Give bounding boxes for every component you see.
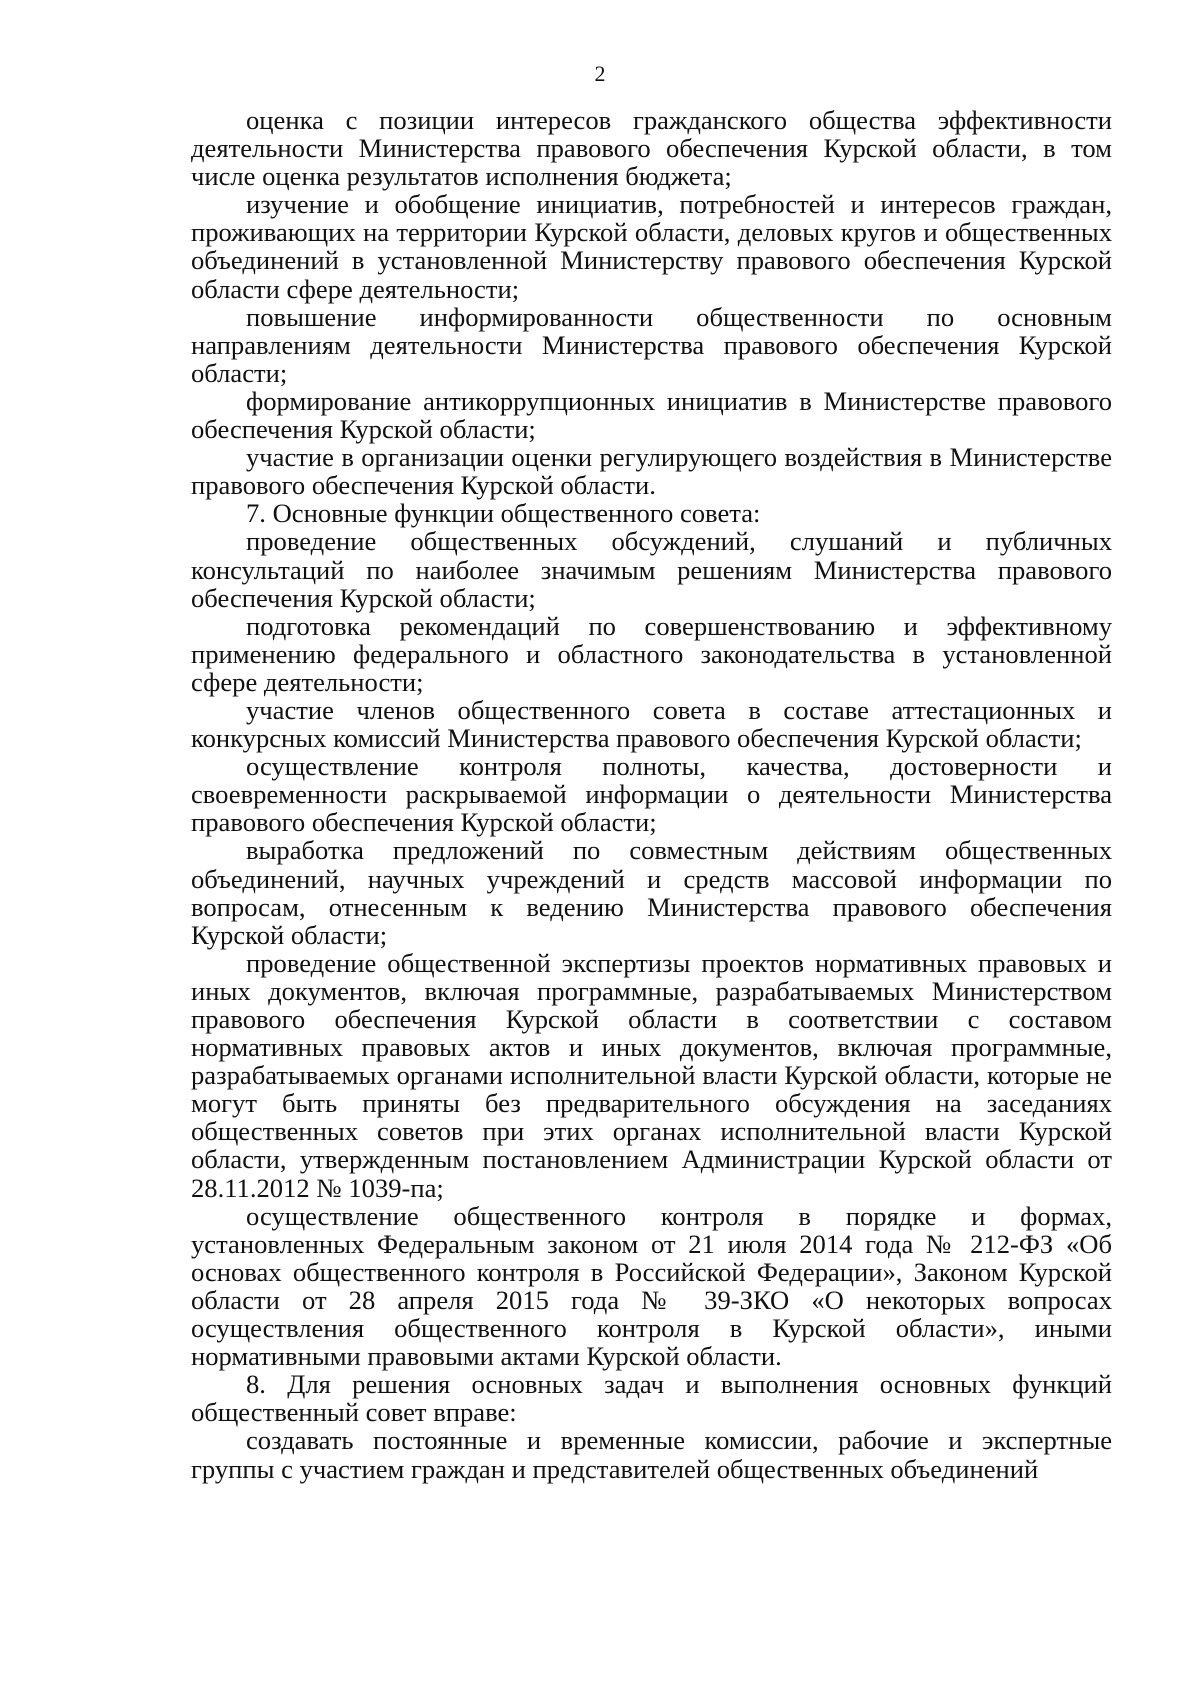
paragraph: участие в организации оценки регулирующего воздействия в Министерстве правового обеспечения Курской области. bbox=[191, 442, 1112, 501]
paragraph: проведение общественных обсуждений, слушаний и публичных консультаций по наиболее значимым решениям Министерства правового обеспечения Курской области; bbox=[191, 526, 1112, 613]
section-heading: 8. Для решения основных задач и выполнения основных функций общественный совет вправе: bbox=[191, 1369, 1112, 1428]
page-number: 2 bbox=[594, 61, 606, 86]
paragraph: формирование антикоррупционных инициатив в Министерстве правового обеспечения Курской области; bbox=[191, 385, 1112, 445]
paragraph: подготовка рекомендаций по совершенствованию и эффективному применению федерального и областного законодательства в установленной сфере деятельности; bbox=[191, 610, 1112, 697]
paragraph: осуществление контроля полноты, качества, достоверности и своевременности раскрываемой информации о деятельности Министерства правового обеспечения Курской области; bbox=[191, 751, 1112, 838]
paragraph: участие членов общественного совета в составе аттестационных и конкурсных комиссий Министерства правового обеспечения Курской области; bbox=[191, 694, 1112, 754]
section-heading: 7. Основные функции общественного совета: bbox=[246, 498, 761, 529]
paragraph: создавать постоянные и временные комиссии, рабочие и экспертные группы с участием граждан и представителей общественных объединений bbox=[191, 1425, 1112, 1484]
document-body bbox=[191, 106, 1112, 1483]
paragraph: выработка предложений по совместным действиям общественных объединений, научных учреждений и средств массовой информации по вопросам, отнесенным к ведению Министерства правового обеспечения Курской области; bbox=[191, 835, 1112, 950]
paragraph: повышение информированности общественности по основным направлениям деятельности Министерства правового обеспечения Курской области; bbox=[191, 301, 1112, 388]
paragraph: оценка с позиции интересов гражданского общества эффективности деятельности Министерства правового обеспечения Курской области, в том числе оценка результатов исполнения бюджета; bbox=[191, 105, 1112, 192]
paragraph: изучение и обобщение инициатив, потребностей и интересов граждан, проживающих на территории Курской области, деловых кругов и общественных объединений в установленной Министерству правового обеспечения Курской области сфере деятельности; bbox=[191, 189, 1112, 304]
paragraph: проведение общественной экспертизы проектов нормативных правовых и иных документов, включая программные, разрабатываемых Министерством правового обеспечения Курской области в соответствии с составом нормативных правовых актов и иных документов, включая программные, разрабатываемых органами исполнительной власти Курской области, которые не могут быть приняты без предварительного обсуждения на заседаниях общественных советов при этих органах исполнительной власти Курской области, утвержденным постановлением Администрации Курской области от 28.11.2012 № 1039-па; bbox=[191, 947, 1112, 1203]
paragraph: осуществление общественного контроля в порядке и формах, установленных Федеральным законом от 21 июля 2014 года № 212-ФЗ «Об основах общественного контроля в Российской Федерации», Законом Курской области от 28 апреля 2015 года № 39-ЗКО «О некоторых вопросах осуществления общественного контроля в Курской области», иными нормативными правовыми актами Курской области. bbox=[191, 1200, 1112, 1372]
